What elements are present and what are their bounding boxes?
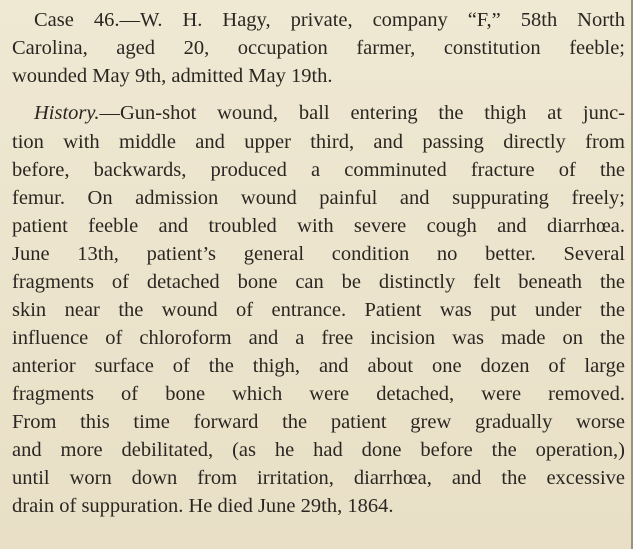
history-line: fragments of bone which were detached, were removed. bbox=[12, 383, 625, 405]
case-header-line-3: wounded May 9th, admitted May 19th. bbox=[12, 65, 333, 87]
history-line: anterior surface of the thigh, and about one dozen of large bbox=[12, 355, 625, 377]
history-first-line-text: —Gun-shot wound, ball entering the thigh at junc- bbox=[99, 102, 625, 124]
history-line: June 13th, patient’s general condition no better. Several bbox=[12, 243, 625, 265]
history-line: until worn down from irritation, diarrhœa, and the excessive bbox=[12, 467, 625, 489]
history-line: before, backwards, produced a comminuted fracture of the bbox=[12, 159, 625, 181]
history-line: tion with middle and upper third, and passing directly from bbox=[12, 131, 625, 153]
history-line-last: drain of suppuration. He died June 29th, 1864. bbox=[12, 495, 394, 517]
history-first-line bbox=[34, 100, 625, 126]
case-header-line-1: Case 46.—W. H. Hagy, private, company “F,” 58th North bbox=[34, 9, 625, 31]
history-line: From this time forward the patient grew gradually worse bbox=[12, 411, 625, 433]
history-label: History. bbox=[34, 102, 100, 124]
history-line: skin near the wound of entrance. Patient was put under the bbox=[12, 299, 625, 321]
history-line: patient feeble and troubled with severe cough and diarrhœa. bbox=[12, 215, 625, 237]
history-line: fragments of detached bone can be distinctly felt beneath the bbox=[12, 271, 625, 293]
case-header-line-2: Carolina, aged 20, occupation farmer, constitution feeble; bbox=[12, 37, 625, 59]
history-line: and more debilitated, (as he had done before the operation,) bbox=[12, 439, 625, 461]
history-line: influence of chloroform and a free incision was made on the bbox=[12, 327, 625, 349]
history-line: femur. On admission wound painful and suppurating freely; bbox=[12, 187, 625, 209]
